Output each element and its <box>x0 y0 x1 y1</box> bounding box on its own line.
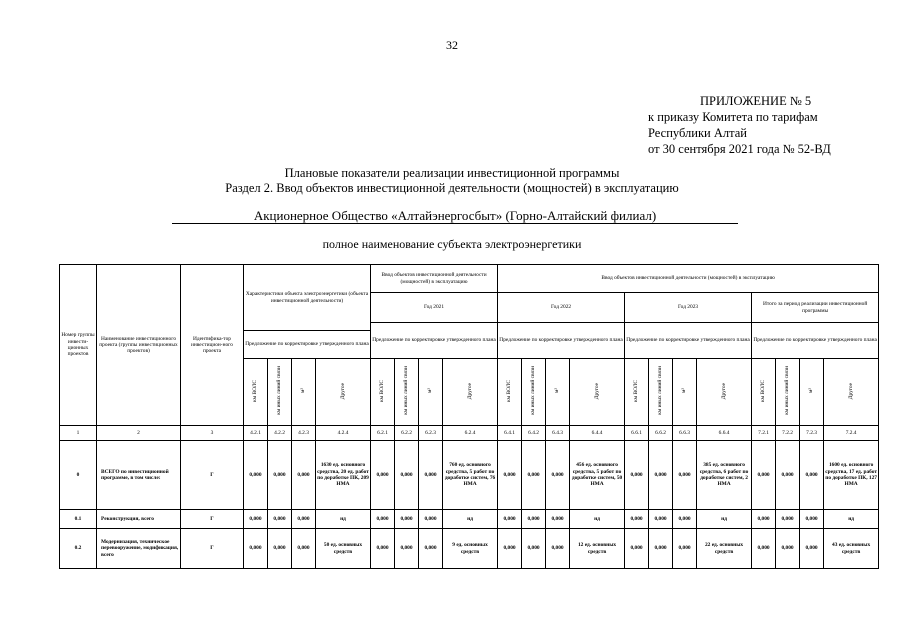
unit-header: км иных линий связи <box>395 359 419 426</box>
appendix-title: ПРИЛОЖЕНИЕ № 5 <box>700 94 812 108</box>
row-value: 0,000 <box>268 441 292 510</box>
unit-header: км иных линий связи <box>522 359 546 426</box>
header-group-number: Номер группы инвести-ционных проектов <box>60 265 97 426</box>
row-value: нд <box>570 510 625 529</box>
table-row <box>60 510 879 529</box>
unit-header: Другое <box>824 359 879 426</box>
row-value: 43 ед. основных средств <box>824 529 879 569</box>
appendix-date: от 30 сентября 2021 года № 52-ВД <box>648 142 831 156</box>
row-value: 0,000 <box>752 529 776 569</box>
row-value: 1630 ед. основного средства, 20 ед. работ по доработке ПК, 209 НМА <box>316 441 371 510</box>
title-line-2: Раздел 2. Ввод объектов инвестиционной деятельности (мощностей) в эксплуатацию <box>225 181 679 195</box>
row-value: 0,000 <box>625 510 649 529</box>
column-number: 4.2.2 <box>268 426 292 441</box>
row-value: 0,000 <box>292 529 316 569</box>
column-number: 6.2.2 <box>395 426 419 441</box>
row-value: нд <box>316 510 371 529</box>
unit-header: Другое <box>570 359 625 426</box>
row-value: 0,000 <box>268 510 292 529</box>
row-name: Реконструкция, всего <box>97 510 181 529</box>
appendix-order: к приказу Комитета по тарифам <box>648 110 818 124</box>
column-number: 4.2.4 <box>316 426 371 441</box>
column-number: 7.2.4 <box>824 426 879 441</box>
row-value: 456 ед. основного средства, 5 работ по доработке систем, 50 НМА <box>570 441 625 510</box>
column-number: 6.4.1 <box>498 426 522 441</box>
row-value: 0,000 <box>649 529 673 569</box>
table-row <box>60 441 879 510</box>
row-value: 0,000 <box>419 529 443 569</box>
row-value: 0,000 <box>268 529 292 569</box>
row-name: Модернизация, техническое перевооружение, модификация, всего <box>97 529 181 569</box>
row-value: 12 ед. основных средств <box>570 529 625 569</box>
appendix-block <box>648 93 831 157</box>
row-value: 0,000 <box>371 441 395 510</box>
row-value: 0,000 <box>371 510 395 529</box>
unit-header: км иных линий связи <box>776 359 800 426</box>
header-characteristics: Характеристики объекта электроэнергетики (объекта инвестиционной деятельности) <box>244 265 371 331</box>
row-value: 0,000 <box>673 441 697 510</box>
column-number: 7.2.3 <box>800 426 824 441</box>
row-value: 0,000 <box>522 510 546 529</box>
row-id: Г <box>181 441 244 510</box>
row-value: 0,000 <box>244 510 268 529</box>
header-year-2022: Год 2022 <box>498 293 625 323</box>
page-number: 32 <box>446 38 458 52</box>
row-value: 0,000 <box>776 441 800 510</box>
row-value: 0,000 <box>752 510 776 529</box>
unit-header: м² <box>419 359 443 426</box>
header-year-2021: Год 2021 <box>371 293 498 323</box>
row-value: 0,000 <box>498 441 522 510</box>
row-value: 0,000 <box>522 441 546 510</box>
row-value: 0,000 <box>419 441 443 510</box>
unit-header: км ВОЛС <box>244 359 268 426</box>
row-value: 0,000 <box>649 441 673 510</box>
column-number: 7.2.1 <box>752 426 776 441</box>
row-number: 0.1 <box>60 510 97 529</box>
row-value: 0,000 <box>395 529 419 569</box>
row-value: 0,000 <box>292 441 316 510</box>
row-value: 0,000 <box>498 529 522 569</box>
unit-header: м² <box>292 359 316 426</box>
header-proposal-characteristics: Предложение по корректировке утвержденного плана <box>244 331 371 359</box>
row-value: 385 ед. основного средства, 6 работ по доработке систем, 2 НМА <box>697 441 752 510</box>
unit-header: Другое <box>443 359 498 426</box>
header-proposal-2021: Предложение по корректировке утвержденного плана <box>371 323 498 359</box>
row-value: 0,000 <box>649 510 673 529</box>
row-value: 0,000 <box>395 510 419 529</box>
unit-header: Другое <box>316 359 371 426</box>
row-value: 0,000 <box>776 510 800 529</box>
column-number: 6.4.2 <box>522 426 546 441</box>
row-value: 0,000 <box>800 510 824 529</box>
column-number: 6.4.3 <box>546 426 570 441</box>
unit-header: км иных линий связи <box>268 359 292 426</box>
row-value: 0,000 <box>546 510 570 529</box>
column-number: 3 <box>181 426 244 441</box>
row-value: 0,000 <box>546 529 570 569</box>
row-name: ВСЕГО по инвестиционной программе, в том числе: <box>97 441 181 510</box>
row-value: 0,000 <box>292 510 316 529</box>
column-number: 1 <box>60 426 97 441</box>
column-number: 4.2.1 <box>244 426 268 441</box>
row-value: 0,000 <box>800 441 824 510</box>
organization-caption: полное наименование субъекта электроэнергетики <box>322 237 582 251</box>
header-project-name: Наименование инвестиционного проекта (группы инвестиционных проектов) <box>97 265 181 426</box>
document-title <box>0 166 904 196</box>
unit-header: км ВОЛС <box>752 359 776 426</box>
row-value: 0,000 <box>498 510 522 529</box>
row-value: нд <box>824 510 879 529</box>
row-value: 0,000 <box>371 529 395 569</box>
investment-table <box>59 264 879 569</box>
column-number: 6.6.1 <box>625 426 649 441</box>
column-number: 6.2.4 <box>443 426 498 441</box>
appendix-republic: Республики Алтай <box>648 126 747 140</box>
row-number: 0 <box>60 441 97 510</box>
unit-header: км ВОЛС <box>498 359 522 426</box>
row-value: 0,000 <box>244 441 268 510</box>
title-line-1: Плановые показатели реализации инвестиционной программы <box>284 166 620 180</box>
row-value: 0,000 <box>673 510 697 529</box>
header-project-id: Идентифика-тор инвестицион-ного проекта <box>181 265 244 426</box>
column-number: 6.2.3 <box>419 426 443 441</box>
header-commissioning: Ввод объектов инвестиционной деятельности (мощностей) в эксплуатацию <box>371 265 498 293</box>
row-value: 0,000 <box>522 529 546 569</box>
row-value: 22 ед. основных средств <box>697 529 752 569</box>
row-value: нд <box>443 510 498 529</box>
row-number: 0.2 <box>60 529 97 569</box>
row-value: 760 ед. основного средства, 5 работ по доработке систем, 76 НМА <box>443 441 498 510</box>
unit-header: Другое <box>697 359 752 426</box>
unit-header: м² <box>800 359 824 426</box>
column-number: 6.4.4 <box>570 426 625 441</box>
header-year-2023: Год 2023 <box>625 293 752 323</box>
row-value: 0,000 <box>776 529 800 569</box>
row-id: Г <box>181 510 244 529</box>
row-value: 0,000 <box>800 529 824 569</box>
column-number: 6.6.3 <box>673 426 697 441</box>
row-value: нд <box>697 510 752 529</box>
column-number: 4.2.3 <box>292 426 316 441</box>
unit-header: км ВОЛС <box>371 359 395 426</box>
unit-header: км иных линий связи <box>649 359 673 426</box>
organization-name: Акционерное Общество «Алтайэнергосбыт» (Горно-Алтайский филиал) <box>172 208 738 224</box>
row-value: 1600 ед. основного средства, 17 ед. работ по доработке ПК, 127 НМА <box>824 441 879 510</box>
row-value: 0,000 <box>625 441 649 510</box>
column-number: 7.2.2 <box>776 426 800 441</box>
row-value: 0,000 <box>244 529 268 569</box>
table-row <box>60 529 879 569</box>
column-number: 6.6.4 <box>697 426 752 441</box>
header-commissioning-wide: Ввод объектов инвестиционной деятельности (мощностей) в эксплуатацию <box>498 265 879 293</box>
row-value: 50 ед. основных средств <box>316 529 371 569</box>
unit-header: м² <box>673 359 697 426</box>
unit-header: м² <box>546 359 570 426</box>
column-number: 6.6.2 <box>649 426 673 441</box>
column-number: 2 <box>97 426 181 441</box>
row-value: 0,000 <box>419 510 443 529</box>
row-value: 0,000 <box>395 441 419 510</box>
row-value: 0,000 <box>673 529 697 569</box>
row-value: 0,000 <box>546 441 570 510</box>
column-number: 6.2.1 <box>371 426 395 441</box>
header-total: Итого за период реализации инвестиционной программы <box>752 293 879 323</box>
header-proposal-2023: Предложение по корректировке утвержденного плана <box>625 323 752 359</box>
row-value: 9 ед. основных средств <box>443 529 498 569</box>
header-proposal-total: Предложение по корректировке утвержденного плана <box>752 323 879 359</box>
row-value: 0,000 <box>625 529 649 569</box>
row-id: Г <box>181 529 244 569</box>
row-value: 0,000 <box>752 441 776 510</box>
unit-header: км ВОЛС <box>625 359 649 426</box>
header-proposal-2022: Предложение по корректировке утвержденного плана <box>498 323 625 359</box>
